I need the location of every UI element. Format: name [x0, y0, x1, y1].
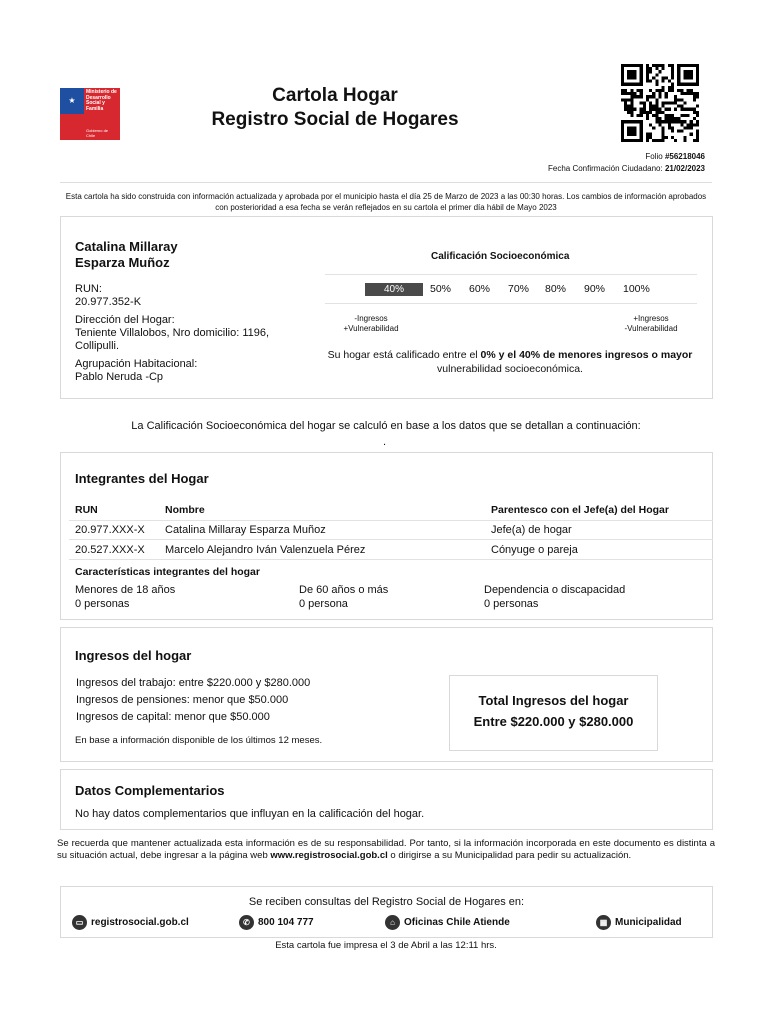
scale-item: 60% [469, 283, 491, 295]
fecha-value: 21/02/2023 [664, 164, 705, 173]
scale-item: 80% [545, 283, 567, 295]
members-row-divider [69, 539, 713, 540]
contact-web[interactable] [72, 915, 189, 930]
run-info [75, 283, 315, 309]
person-name-line-2: Esparza Muñoz [75, 255, 170, 270]
reminder-text-post: o dirigirse a su Municipalidad para pedir su actualización. [390, 849, 632, 861]
folio-value: #56218046 [664, 152, 705, 161]
col-run-header: RUN [75, 504, 98, 516]
right-hint [609, 314, 693, 334]
fecha-label: Fecha Confirmación Ciudadano: [547, 164, 663, 173]
calificacion-text-post: vulnerabilidad socioeconómica. [437, 363, 583, 375]
grouping-info [75, 358, 315, 384]
characteristic-minors [75, 584, 175, 611]
left-hint-vulnerabilidad: +Vulnerabilidad [343, 324, 399, 333]
calificacion-divider-top [325, 274, 697, 275]
basis-dot: . [383, 436, 387, 448]
printed-timestamp: Esta cartola fue impresa el 3 de Abril a las 12:11 hrs. [275, 940, 497, 951]
reminder-text-pre: Se recuerda que mantener actualizada esta información es de su responsabilidad. Por tanto, si la información incorporada en este documento es distinta a su situación actual, debe ingresar a la página web [57, 838, 715, 861]
contact-municipality-label: Municipalidad [615, 917, 682, 928]
calificacion-text-pre: Su hogar está calificado entre el [327, 349, 478, 361]
ministry-logo [60, 88, 120, 140]
income-total-value: Entre $220.000 y $280.000 [473, 714, 634, 729]
members-header-divider [69, 520, 713, 521]
row-nombre: Marcelo Alejandro Iván Valenzuela Pérez [165, 544, 366, 556]
characteristic-label: De 60 años o más [299, 584, 389, 596]
left-hint-ingresos: -Ingresos [354, 314, 388, 323]
complementary-title: Datos Complementarios [75, 783, 225, 798]
monitor-icon: ▭ [72, 915, 87, 930]
characteristic-label: Menores de 18 años [75, 584, 176, 596]
update-reminder [57, 838, 715, 861]
folio-block [548, 151, 705, 175]
contact-offices[interactable] [385, 915, 510, 930]
registro-social-link[interactable]: www.registrosocial.gob.cl [270, 849, 388, 861]
person-name-line-1: Catalina Millaray [75, 239, 178, 254]
col-nombre-header: Nombre [165, 504, 205, 516]
characteristic-dependency [484, 584, 625, 611]
scale-item: 100% [623, 283, 650, 295]
members-title: Integrantes del Hogar [75, 471, 209, 486]
home-icon: ⌂ [385, 915, 400, 930]
contact-web-label: registrosocial.gob.cl [91, 917, 189, 928]
characteristic-seniors [299, 584, 388, 611]
calificacion-description [325, 348, 695, 376]
income-line-trabajo: Ingresos del trabajo: entre $220.000 y $280.000 [76, 677, 311, 689]
basis-text: La Calificación Socioeconómica del hogar se calculó en base a los datos que se detallan a continuación: [131, 420, 641, 432]
members-row-divider [69, 559, 713, 560]
col-parentesco-header: Parentesco con el Jefe(a) del Hogar [491, 504, 669, 516]
right-hint-ingresos: +Ingresos [633, 314, 669, 323]
qr-code-icon [620, 64, 700, 142]
row-parentesco: Jefe(a) de hogar [491, 524, 572, 536]
contact-phone[interactable] [239, 915, 314, 930]
row-nombre: Catalina Millaray Esparza Muñoz [165, 524, 326, 536]
logo-ministry-name: Ministerio de Desarrollo Social y Familia [86, 89, 117, 112]
contact-card [60, 886, 713, 938]
complementary-text: No hay datos complementarios que influyan en la calificación del hogar. [75, 808, 425, 820]
household-summary-card [60, 216, 713, 399]
calificacion-divider-bottom [325, 303, 697, 304]
contact-municipality[interactable] [596, 915, 682, 930]
header-divider [60, 182, 712, 183]
scale-item: 50% [430, 283, 452, 295]
update-notice: Esta cartola ha sido construida con información actualizada y aprobada por el municipio hasta el día 25 de Marzo de 2023 a las 00:30 horas. Los cambios de información aprobados con posterioridad a esa fecha se verán reflejados en su cartola el primer día hábil de Mayo 2023 [65, 192, 707, 212]
building-icon: ▦ [596, 915, 611, 930]
scale-item: 90% [584, 283, 606, 295]
person-name [75, 239, 178, 271]
income-total-label: Total Ingresos del hogar [478, 693, 629, 708]
page-title [170, 84, 500, 132]
grouping-label: Agrupación Habitacional: [75, 358, 198, 370]
complementary-card [60, 769, 713, 830]
contact-offices-label: Oficinas Chile Atiende [404, 917, 510, 928]
characteristics-title: Características integrantes del hogar [75, 566, 260, 578]
income-title: Ingresos del hogar [75, 648, 192, 663]
star-icon: ★ [68, 96, 76, 105]
members-card [60, 452, 713, 620]
run-label: RUN: [75, 283, 102, 295]
title-line-2: Registro Social de Hogares [211, 109, 459, 130]
address-label: Dirección del Hogar: [75, 314, 175, 326]
income-total-box [449, 675, 658, 751]
characteristic-value: 0 personas [484, 597, 539, 610]
contact-phone-label: 800 104 777 [258, 917, 314, 928]
characteristic-value: 0 personas [75, 597, 130, 610]
characteristic-label: Dependencia o discapacidad [484, 584, 626, 596]
scale-item-active: 40% [365, 283, 423, 296]
contact-title: Se reciben consultas del Registro Social de Hogares en: [248, 896, 525, 908]
grouping-value: Pablo Neruda -Cp [75, 371, 164, 383]
income-card [60, 627, 713, 762]
scale-item: 70% [508, 283, 530, 295]
left-hint [329, 314, 413, 334]
characteristic-value: 0 persona [299, 597, 348, 610]
income-note: En base a información disponible de los últimos 12 meses. [75, 735, 323, 746]
address-value: Teniente Villalobos, Nro domicilio: 1196, Collipulli. [75, 327, 270, 352]
row-parentesco: Cónyuge o pareja [491, 544, 578, 556]
income-line-pensiones: Ingresos de pensiones: menor que $50.000 [76, 694, 289, 706]
right-hint-vulnerabilidad: -Vulnerabilidad [624, 324, 678, 333]
title-line-1: Cartola Hogar [272, 85, 398, 106]
calificacion-title: Calificación Socioeconómica [431, 251, 570, 262]
row-run: 20.977.XXX-X [75, 524, 145, 536]
income-lines [76, 675, 310, 726]
phone-icon: ✆ [239, 915, 254, 930]
row-run: 20.527.XXX-X [75, 544, 145, 556]
run-value: 20.977.352-K [75, 296, 142, 308]
folio-label: Folio [645, 152, 663, 161]
income-line-capital: Ingresos de capital: menor que $50.000 [76, 711, 270, 723]
calificacion-text-bold: 0% y el 40% de menores ingresos o mayor [480, 349, 693, 361]
address-info [75, 314, 315, 353]
logo-government-name: Gobierno de Chile [86, 128, 109, 138]
